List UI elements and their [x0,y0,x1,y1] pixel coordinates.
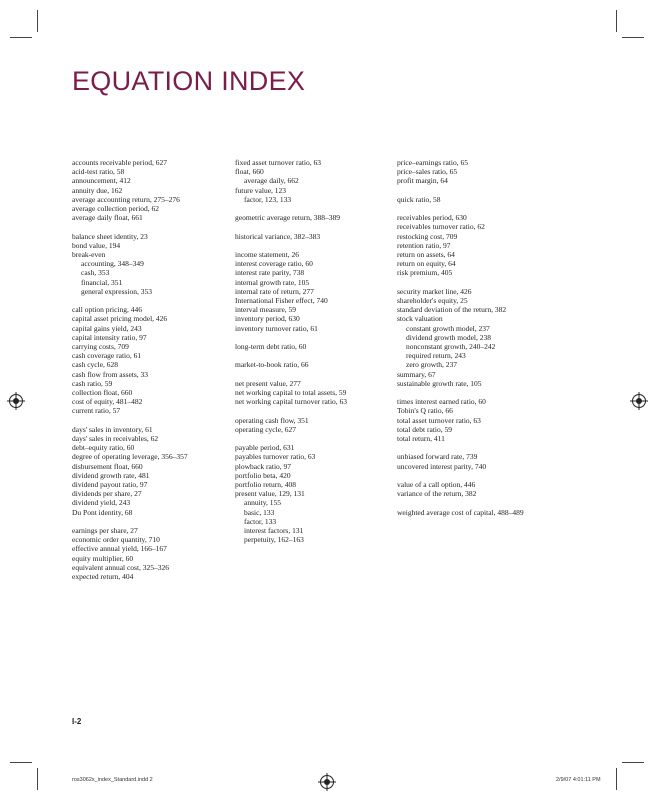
crop-mark [616,10,617,32]
index-entry: retention ratio, 97 [397,240,451,250]
index-entry: cost of equity, 481–482 [72,397,143,407]
index-group [72,158,232,222]
index-subentry: zero growth, 237 [406,360,458,370]
index-group [72,305,232,415]
index-entry: total debt ratio, 59 [397,424,452,434]
crop-mark [622,37,644,38]
index-entry: debt–equity ratio, 60 [72,443,135,453]
crop-mark [10,762,32,763]
index-entry: unbiased forward rate, 739 [397,452,478,462]
index-entry: acid-test ratio, 58 [72,167,125,177]
index-entry: float, 660 [235,167,264,177]
index-entry: degree of operating leverage, 356–357 [72,452,188,462]
index-entry: capital gains yield, 243 [72,323,142,333]
index-group [235,379,395,407]
index-entry: summary, 67 [397,369,436,379]
index-entry: disbursement float, 660 [72,461,143,471]
index-entry: total asset turnover ratio, 63 [397,415,481,425]
index-entry: return on assets, 64 [397,250,455,259]
index-subentry: dividend growth model, 238 [406,332,491,342]
index-entry: dividend yield, 243 [72,498,131,508]
index-entry: present value, 129, 131 [235,489,305,499]
index-entry: bond value, 194 [72,240,121,250]
index-entry: effective annual yield, 166–167 [72,544,167,554]
index-entry: net working capital turnover ratio, 63 [235,397,348,407]
index-entry: average collection period, 62 [72,204,160,214]
index-entry: return on equity, 64 [397,259,456,269]
index-entry: shareholder's equity, 25 [397,296,468,305]
index-subentry: factor, 123, 133 [244,194,292,204]
index-entry: carrying costs, 709 [72,342,129,352]
index-entry: annuity due, 162 [72,185,123,195]
index-entry: dividend growth rate, 481 [72,470,150,480]
index-entry: current ratio, 57 [72,406,121,416]
index-entry: cash coverage ratio, 61 [72,351,142,361]
index-entry: net present value, 277 [235,378,301,388]
slug-file-name: ros3062x_index_Standard.indd 2 [72,777,153,783]
index-entry: plowback ratio, 97 [235,461,292,471]
index-entry: International Fisher effect, 740 [235,296,328,305]
index-entry: fixed asset turnover ratio, 63 [235,158,322,167]
index-entry: stock valuation [397,314,443,324]
index-subentry: general expression, 353 [81,286,153,296]
index-entry: profit margin, 64 [397,176,448,186]
index-entry: dividends per share, 27 [72,489,142,499]
index-subentry: factor, 133 [244,516,277,526]
index-entry: price–earnings ratio, 65 [397,158,469,167]
index-entry: Tobin's Q ratio, 66 [397,406,453,416]
index-group [235,213,395,222]
index-entry: balance sheet identity, 23 [72,231,148,241]
index-entry: long-term debt ratio, 60 [235,342,307,351]
index-column-2 [235,158,395,554]
index-entry: cash cycle, 628 [72,360,119,370]
index-subentry: interest factors, 131 [244,526,304,535]
index-entry: receivables turnover ratio, 62 [397,222,485,232]
index-entry: net working capital to total assets, 59 [235,387,347,397]
index-entry: weighted average cost of capital, 488–489 [397,507,524,517]
index-entry: capital asset pricing model, 426 [72,314,168,324]
index-subentry: financial, 351 [81,277,123,287]
index-group [235,232,395,241]
index-subentry: perpetuity, 162–163 [244,535,304,545]
index-entry: quick ratio, 58 [397,194,441,204]
index-entry: equity multiplier, 60 [72,553,134,563]
index-entry: inventory period, 630 [235,314,300,324]
index-entry: average daily float, 661 [72,213,143,223]
index-entry: value of a call option, 446 [397,480,476,490]
index-entry: internal rate of return, 277 [235,286,314,296]
index-entry: cash ratio, 59 [72,378,113,388]
crop-mark [37,10,38,32]
index-group [235,342,395,351]
index-group [397,452,557,470]
index-entry: days' sales in inventory, 61 [72,424,153,434]
index-group [397,213,557,277]
index-group [397,508,557,517]
registration-mark-icon [9,394,23,408]
crop-mark [37,768,38,790]
index-group [397,287,557,388]
index-entry: portfolio beta, 420 [235,470,291,480]
index-group [72,526,232,581]
crop-mark [616,768,617,790]
index-entry: accounts receivable period, 627 [72,158,167,167]
index-group [235,250,395,333]
index-group [397,158,557,186]
index-group [397,480,557,498]
index-group [397,397,557,443]
index-entry: average accounting return, 275–276 [72,194,180,204]
index-entry: times interest earned ratio, 60 [397,397,486,407]
index-subentry: basic, 133 [244,507,275,517]
index-subentry: nonconstant growth, 240–242 [406,342,496,352]
index-group [235,416,395,434]
crop-mark [622,762,644,763]
index-entry: Du Pont identity, 68 [72,507,133,517]
index-entry: security market line, 426 [397,286,472,296]
index-entry: operating cash flow, 351 [235,415,309,425]
index-entry: future value, 123 [235,185,287,195]
index-entry: interest coverage ratio, 60 [235,259,313,269]
index-entry: historical variance, 382–383 [235,231,321,241]
index-entry: interest rate parity, 738 [235,268,305,278]
registration-mark-icon [320,775,334,789]
index-entry: economic order quantity, 710 [72,535,160,545]
index-entry: operating cycle, 627 [235,424,297,434]
index-entry: price–sales ratio, 65 [397,167,458,177]
index-group [235,158,395,204]
index-entry: sustainable growth rate, 105 [397,378,482,388]
index-column-1 [72,158,232,590]
registration-mark-icon [632,394,646,408]
index-entry: inventory turnover ratio, 61 [235,323,318,333]
index-entry: earnings per share, 27 [72,526,138,536]
index-entry: variance of the return, 382 [397,489,477,499]
index-entry: total return, 411 [397,434,445,444]
index-entry: call option pricing, 446 [72,305,142,315]
crop-mark [10,37,32,38]
index-entry: payable period, 631 [235,443,295,453]
index-column-3 [397,158,557,526]
index-entry: portfolio return, 408 [235,479,297,489]
index-entry: capital intensity ratio, 97 [72,332,147,342]
index-entry: expected return, 404 [72,572,134,582]
index-entry: uncovered interest parity, 740 [397,461,487,471]
index-entry: market-to-book ratio, 66 [235,360,309,370]
index-group [235,360,395,369]
index-subentry: average daily, 662 [244,176,299,186]
index-group [397,195,557,204]
index-entry: collection float, 660 [72,388,133,398]
index-group [72,425,232,517]
index-entry: announcement, 412 [72,176,131,186]
index-subentry: required return, 243 [406,351,466,361]
index-entry: standard deviation of the return, 382 [397,305,507,315]
index-entry: risk premium, 405 [397,268,453,278]
index-entry: receivables period, 630 [397,213,467,223]
index-subentry: constant growth model, 237 [406,323,490,333]
index-entry: payables turnover ratio, 63 [235,452,316,462]
index-entry: restocking cost, 709 [397,231,458,241]
index-group [72,232,232,296]
index-subentry: cash, 353 [81,268,110,278]
page-title: EQUATION INDEX [72,66,306,96]
index-entry: days' sales in receivables, 62 [72,434,159,444]
index-entry: interval measure, 59 [235,305,297,315]
index-entry: equivalent annual cost, 325–326 [72,562,170,572]
slug-timestamp: 2/9/07 4:01:11 PM [556,777,601,783]
index-subentry: accounting, 348–349 [81,259,144,269]
index-entry: break-even [72,250,106,260]
index-entry: dividend payout ratio, 97 [72,480,148,490]
index-entry: internal growth rate, 105 [235,277,310,287]
index-entry: income statement, 26 [235,249,299,259]
index-subentry: annuity, 155 [244,498,282,508]
index-group [235,443,395,544]
index-entry: cash flow from assets, 33 [72,369,149,379]
page-folio: I-2 [72,717,82,726]
index-entry: geometric average return, 388–389 [235,213,340,223]
